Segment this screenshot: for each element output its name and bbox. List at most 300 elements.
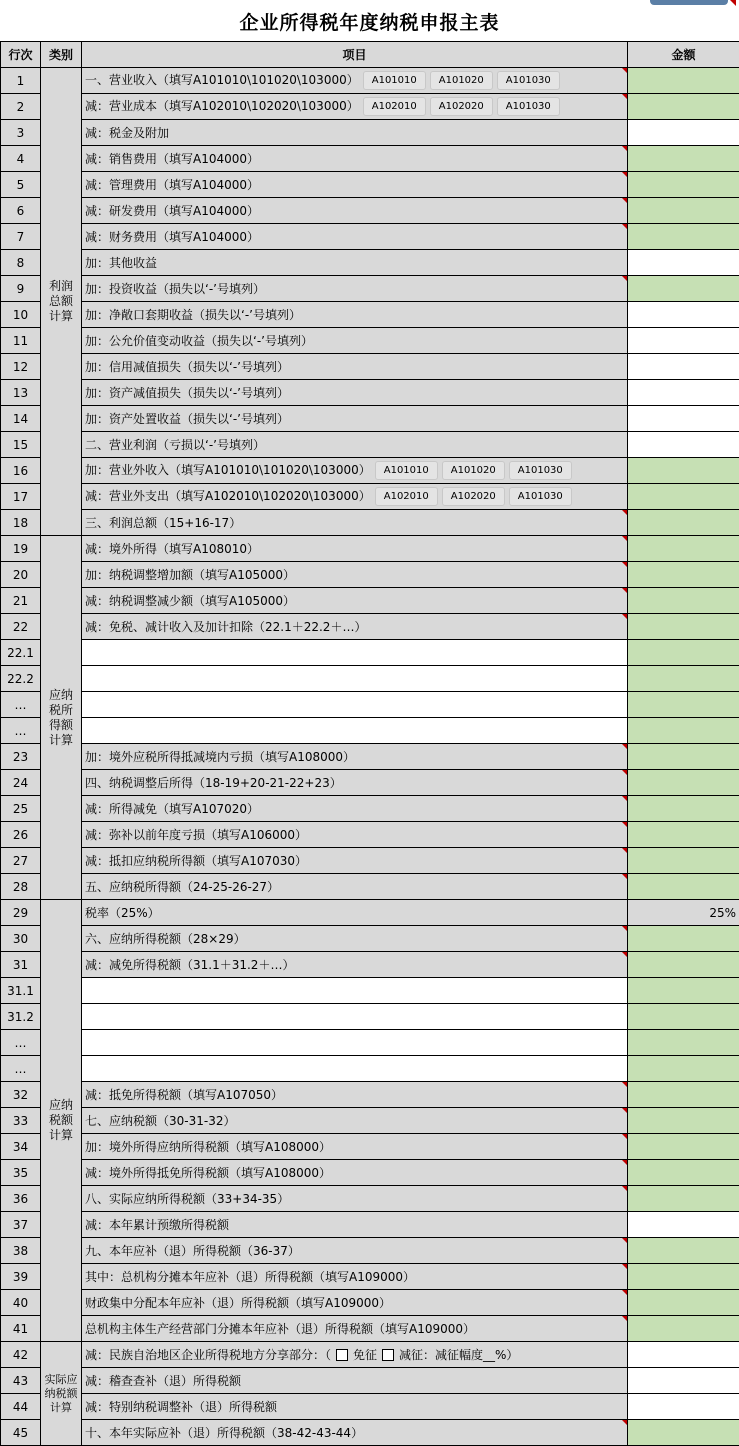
item-cell <box>82 328 628 354</box>
item-label: 减：纳税调整减少额（填写A105000） <box>85 594 295 608</box>
item-cell <box>82 510 628 536</box>
item-label: 减：稽查查补（退）所得税额 <box>85 1374 241 1388</box>
item-cell <box>82 770 628 796</box>
item-cell <box>82 1290 628 1316</box>
item-cell <box>82 1212 628 1238</box>
table-row <box>1 1394 739 1420</box>
comment-marker <box>622 224 627 229</box>
ref-button[interactable]: A101010 <box>375 461 438 480</box>
item-input[interactable] <box>82 718 628 744</box>
comment-marker <box>622 848 627 853</box>
row-number: … <box>1 692 41 718</box>
table-row <box>1 198 739 224</box>
item-cell <box>82 68 628 94</box>
comment-marker <box>622 536 627 541</box>
item-cell <box>82 1420 628 1446</box>
amount-cell[interactable] <box>628 614 739 640</box>
comment-marker <box>622 1108 627 1113</box>
row-number: 2 <box>1 94 41 120</box>
row-number: 29 <box>1 900 41 926</box>
row-number: 8 <box>1 250 41 276</box>
item-label: 减：民族自治地区企业所得税地方分享部分：（ <box>85 1348 331 1362</box>
item-input[interactable] <box>82 1004 628 1030</box>
ref-button[interactable]: A102010 <box>363 97 426 116</box>
amount-cell[interactable] <box>628 978 739 1004</box>
item-cell <box>82 1108 628 1134</box>
row-number: 34 <box>1 1134 41 1160</box>
row-number: 31 <box>1 952 41 978</box>
table-row <box>1 1082 739 1108</box>
table-row <box>1 640 739 666</box>
row-number: 44 <box>1 1394 41 1420</box>
item-cell <box>82 588 628 614</box>
table-row <box>1 1056 739 1082</box>
item-label: 加：纳税调整增加额（填写A105000） <box>85 568 295 582</box>
table-row <box>1 1342 739 1368</box>
item-label: 四、纳税调整后所得（18-19+20-21-22+23） <box>85 776 342 790</box>
item-label: 减：免税、减计收入及加计扣除（22.1＋22.2＋…） <box>85 620 366 634</box>
ref-button[interactable]: A101020 <box>442 461 505 480</box>
ref-button[interactable]: A101030 <box>509 461 572 480</box>
ref-button[interactable]: A102010 <box>375 487 438 506</box>
item-cell <box>82 1368 628 1394</box>
comment-marker <box>622 276 627 281</box>
row-number: 23 <box>1 744 41 770</box>
amount-cell[interactable] <box>628 1004 739 1030</box>
item-label: 二、营业利润（亏损以‘-’号填列） <box>85 438 265 452</box>
row-number: 31.2 <box>1 1004 41 1030</box>
amount-input[interactable] <box>628 250 739 276</box>
item-cell <box>82 874 628 900</box>
item-label: 减：弥补以前年度亏损（填写A106000） <box>85 828 307 842</box>
item-label: 减：本年累计预缴所得税额 <box>85 1218 229 1232</box>
amount-cell[interactable] <box>628 172 739 198</box>
table-row <box>1 692 739 718</box>
item-cell <box>82 1394 628 1420</box>
row-number: 30 <box>1 926 41 952</box>
table-row <box>1 1134 739 1160</box>
table-row <box>1 744 739 770</box>
item-label: 五、应纳税所得额（24-25-26-27） <box>85 880 279 894</box>
row-number: 35 <box>1 1160 41 1186</box>
row-number: 42 <box>1 1342 41 1368</box>
table-row <box>1 406 739 432</box>
item-label: 加：境外所得应纳所得税额（填写A108000） <box>85 1140 331 1154</box>
amount-cell[interactable] <box>628 1056 739 1082</box>
row-number: 24 <box>1 770 41 796</box>
amount-input[interactable] <box>628 432 739 458</box>
table-row <box>1 1368 739 1394</box>
item-cell <box>82 952 628 978</box>
row-number: 27 <box>1 848 41 874</box>
category-profit: 利润总额计算 <box>41 68 82 536</box>
row-number: 7 <box>1 224 41 250</box>
item-cell <box>82 484 628 510</box>
item-label: 减：销售费用（填写A104000） <box>85 152 259 166</box>
amount-input[interactable] <box>628 1368 739 1394</box>
row-number: 41 <box>1 1316 41 1342</box>
table-row <box>1 510 739 536</box>
exempt-label: 免征 <box>353 1348 377 1362</box>
category-tax-payable: 应纳税额计算 <box>41 900 82 1342</box>
ref-button[interactable]: A102020 <box>430 97 493 116</box>
page-title: 企业所得税年度纳税申报主表 <box>0 8 739 35</box>
amount-input[interactable] <box>628 354 739 380</box>
item-label: 一、营业收入（填写A101010\101020\103000） <box>85 73 359 87</box>
item-label: 减：特别纳税调整补（退）所得税额 <box>85 1400 277 1414</box>
comment-marker <box>730 0 736 6</box>
amount-cell[interactable] <box>628 770 739 796</box>
amount-cell[interactable] <box>628 588 739 614</box>
amount-cell[interactable] <box>628 1238 739 1264</box>
amount-cell[interactable] <box>628 1420 739 1446</box>
item-input[interactable] <box>82 978 628 1004</box>
table-row <box>1 822 739 848</box>
comment-marker <box>622 770 627 775</box>
item-input[interactable] <box>82 640 628 666</box>
item-cell <box>82 614 628 640</box>
amount-cell[interactable] <box>628 926 739 952</box>
table-row <box>1 1264 739 1290</box>
item-label: 减：管理费用（填写A104000） <box>85 178 259 192</box>
amount-cell[interactable] <box>628 718 739 744</box>
table-row <box>1 1212 739 1238</box>
comment-marker <box>622 1186 627 1191</box>
amount-cell[interactable] <box>628 666 739 692</box>
item-input[interactable] <box>82 666 628 692</box>
row-number: 17 <box>1 484 41 510</box>
item-input[interactable] <box>82 1030 628 1056</box>
amount-cell[interactable] <box>628 146 739 172</box>
item-label: 财政集中分配本年应补（退）所得税额（填写A109000） <box>85 1296 391 1310</box>
row-number: 19 <box>1 536 41 562</box>
table-row <box>1 614 739 640</box>
amount-cell[interactable] <box>628 68 739 94</box>
comment-marker <box>622 796 627 801</box>
item-cell <box>82 1238 628 1264</box>
row-number: 1 <box>1 68 41 94</box>
item-label: 八、实际应纳所得税额（33+34-35） <box>85 1192 289 1206</box>
amount-input[interactable] <box>628 1342 739 1368</box>
item-cell <box>82 536 628 562</box>
row-number: 43 <box>1 1368 41 1394</box>
item-label: 加：公允价值变动收益（损失以‘-’号填列） <box>85 334 313 348</box>
table-row <box>1 874 739 900</box>
table-row <box>1 848 739 874</box>
amount-cell[interactable] <box>628 1030 739 1056</box>
comment-marker <box>622 588 627 593</box>
row-number: 38 <box>1 1238 41 1264</box>
item-cell <box>82 1264 628 1290</box>
row-number: … <box>1 718 41 744</box>
item-label: 减：研发费用（填写A104000） <box>85 204 259 218</box>
row-number: 40 <box>1 1290 41 1316</box>
ref-button[interactable]: A101030 <box>497 71 560 90</box>
table-row <box>1 1238 739 1264</box>
item-cell <box>82 432 628 458</box>
item-cell <box>82 1082 628 1108</box>
comment-marker <box>622 146 627 151</box>
row-number: 16 <box>1 458 41 484</box>
item-cell <box>82 1160 628 1186</box>
item-cell <box>82 224 628 250</box>
row-number: … <box>1 1056 41 1082</box>
amount-input[interactable] <box>628 406 739 432</box>
amount-cell[interactable] <box>628 1082 739 1108</box>
amount-input[interactable] <box>628 302 739 328</box>
table-row <box>1 978 739 1004</box>
item-cell <box>82 146 628 172</box>
item-cell <box>82 276 628 302</box>
table-row <box>1 380 739 406</box>
table-row <box>1 1030 739 1056</box>
item-cell <box>82 562 628 588</box>
item-label: 减：境外所得（填写A108010） <box>85 542 259 556</box>
item-input[interactable] <box>82 1056 628 1082</box>
row-number: 26 <box>1 822 41 848</box>
amount-cell[interactable] <box>628 224 739 250</box>
header-row-number: 行次 <box>1 42 41 68</box>
item-label: 三、利润总额（15+16-17） <box>85 516 241 530</box>
item-cell <box>82 1186 628 1212</box>
item-label: 七、应纳税额（30-31-32） <box>85 1114 235 1128</box>
item-cell <box>82 354 628 380</box>
comment-marker <box>622 562 627 567</box>
item-label: 加：其他收益 <box>85 256 157 270</box>
item-label: 加：资产处置收益（损失以‘-’号填列） <box>85 412 289 426</box>
table-row <box>1 588 739 614</box>
table-row <box>1 1316 739 1342</box>
row-number: 3 <box>1 120 41 146</box>
tax-return-table <box>0 41 739 1446</box>
item-label: 减：财务费用（填写A104000） <box>85 230 259 244</box>
table-row <box>1 172 739 198</box>
table-row <box>1 484 739 510</box>
row-number: 22 <box>1 614 41 640</box>
item-cell <box>82 848 628 874</box>
row-number: 28 <box>1 874 41 900</box>
header-item: 项目 <box>82 42 628 68</box>
comment-marker <box>622 1082 627 1087</box>
item-cell <box>82 1134 628 1160</box>
amount-cell[interactable] <box>628 952 739 978</box>
amount-input[interactable] <box>628 1394 739 1420</box>
item-label: 减：抵免所得税额（填写A107050） <box>85 1088 283 1102</box>
table-row <box>1 952 739 978</box>
comment-marker <box>622 1160 627 1165</box>
amount-input[interactable] <box>628 328 739 354</box>
comment-marker <box>622 744 627 749</box>
item-label: 总机构主体生产经营部门分摊本年应补（退）所得税额（填写A109000） <box>85 1322 475 1336</box>
amount-cell[interactable] <box>628 1160 739 1186</box>
item-label: 减：境外所得抵免所得税额（填写A108000） <box>85 1166 331 1180</box>
row-number: 22.2 <box>1 666 41 692</box>
category-taxable-income: 应纳税所得额计算 <box>41 536 82 900</box>
row-number: 10 <box>1 302 41 328</box>
item-label: 减：所得减免（填写A107020） <box>85 802 259 816</box>
item-label: 加：境外应税所得抵减境内亏损（填写A108000） <box>85 750 355 764</box>
item-cell <box>82 406 628 432</box>
exempt-checkbox[interactable] <box>336 1349 348 1361</box>
row-number: 33 <box>1 1108 41 1134</box>
row-number: 32 <box>1 1082 41 1108</box>
amount-cell[interactable] <box>628 640 739 666</box>
table-row <box>1 250 739 276</box>
item-cell <box>82 94 628 120</box>
top-toolbar-button[interactable] <box>650 0 728 5</box>
amount-cell[interactable] <box>628 276 739 302</box>
amount-cell[interactable] <box>628 484 739 510</box>
row-number: 39 <box>1 1264 41 1290</box>
comment-marker <box>622 1316 627 1321</box>
table-row <box>1 1290 739 1316</box>
item-cell <box>82 926 628 952</box>
item-label: 加：投资收益（损失以‘-’号填列） <box>85 282 265 296</box>
item-label: 加：信用减值损失（损失以‘-’号填列） <box>85 360 289 374</box>
table-row <box>1 562 739 588</box>
tax-rate-value: 25% <box>628 900 739 926</box>
table-row <box>1 120 739 146</box>
amount-cell[interactable] <box>628 94 739 120</box>
table-row <box>1 1160 739 1186</box>
item-label: 十、本年实际应补（退）所得税额（38-42-43-44） <box>85 1426 363 1440</box>
table-row <box>1 1186 739 1212</box>
table-row <box>1 796 739 822</box>
table-row <box>1 666 739 692</box>
item-cell <box>82 822 628 848</box>
amount-cell[interactable] <box>628 458 739 484</box>
row-number: 31.1 <box>1 978 41 1004</box>
table-row <box>1 900 739 926</box>
row-number: … <box>1 1030 41 1056</box>
row-number: 37 <box>1 1212 41 1238</box>
item-cell <box>82 172 628 198</box>
table-row <box>1 1108 739 1134</box>
amount-cell[interactable] <box>628 1134 739 1160</box>
item-cell <box>82 900 628 926</box>
comment-marker <box>622 510 627 515</box>
table-row <box>1 458 739 484</box>
amount-cell[interactable] <box>628 744 739 770</box>
item-cell <box>82 1316 628 1342</box>
item-label: 其中：总机构分摊本年应补（退）所得税额（填写A109000） <box>85 1270 415 1284</box>
comment-marker <box>622 172 627 177</box>
table-row <box>1 302 739 328</box>
table-row <box>1 224 739 250</box>
amount-cell[interactable] <box>628 1186 739 1212</box>
table-row <box>1 432 739 458</box>
item-label: 减：营业外支出（填写A102010\102020\103000） <box>85 489 371 503</box>
amount-cell[interactable] <box>628 822 739 848</box>
comment-marker <box>622 1290 627 1295</box>
amount-cell[interactable] <box>628 536 739 562</box>
amount-input[interactable] <box>628 120 739 146</box>
row-number: 18 <box>1 510 41 536</box>
item-label: 加：净敞口套期收益（损失以‘-’号填列） <box>85 308 301 322</box>
item-cell <box>82 1342 628 1368</box>
row-number: 4 <box>1 146 41 172</box>
item-cell <box>82 250 628 276</box>
ref-button[interactable]: A101020 <box>430 71 493 90</box>
row-number: 11 <box>1 328 41 354</box>
item-label: 减：营业成本（填写A102010\102020\103000） <box>85 99 359 113</box>
reduce-label: 减征：减征幅度__%） <box>399 1348 518 1362</box>
row-number: 12 <box>1 354 41 380</box>
item-label: 加：营业外收入（填写A101010\101020\103000） <box>85 463 371 477</box>
comment-marker <box>622 198 627 203</box>
row-number: 21 <box>1 588 41 614</box>
table-row <box>1 328 739 354</box>
comment-marker <box>622 952 627 957</box>
row-number: 36 <box>1 1186 41 1212</box>
amount-cell[interactable] <box>628 562 739 588</box>
item-label: 加：资产减值损失（损失以‘-’号填列） <box>85 386 289 400</box>
item-label: 减：税金及附加 <box>85 126 169 140</box>
table-row <box>1 536 739 562</box>
amount-cell[interactable] <box>628 848 739 874</box>
table-row <box>1 276 739 302</box>
row-number: 5 <box>1 172 41 198</box>
row-number: 13 <box>1 380 41 406</box>
ref-button[interactable]: A102020 <box>442 487 505 506</box>
item-cell <box>82 796 628 822</box>
item-label: 九、本年应补（退）所得税额（36-37） <box>85 1244 300 1258</box>
amount-cell[interactable] <box>628 1316 739 1342</box>
item-cell <box>82 120 628 146</box>
amount-cell[interactable] <box>628 796 739 822</box>
reduce-checkbox[interactable] <box>382 1349 394 1361</box>
amount-cell[interactable] <box>628 510 739 536</box>
amount-cell[interactable] <box>628 1290 739 1316</box>
table-row <box>1 354 739 380</box>
header-category: 类别 <box>41 42 82 68</box>
row-number: 9 <box>1 276 41 302</box>
amount-input[interactable] <box>628 380 739 406</box>
ref-button[interactable]: A101010 <box>363 71 426 90</box>
ref-button[interactable]: A101030 <box>497 97 560 116</box>
amount-cell[interactable] <box>628 874 739 900</box>
amount-cell[interactable] <box>628 198 739 224</box>
amount-input[interactable] <box>628 1212 739 1238</box>
ref-button[interactable]: A101030 <box>509 487 572 506</box>
amount-cell[interactable] <box>628 692 739 718</box>
table-row <box>1 1420 739 1446</box>
item-cell <box>82 198 628 224</box>
row-number: 6 <box>1 198 41 224</box>
table-row <box>1 94 739 120</box>
comment-marker <box>622 68 627 73</box>
item-cell <box>82 744 628 770</box>
amount-cell[interactable] <box>628 1264 739 1290</box>
item-label: 六、应纳所得税额（28×29） <box>85 932 246 946</box>
row-number: 25 <box>1 796 41 822</box>
table-row <box>1 770 739 796</box>
table-row <box>1 146 739 172</box>
comment-marker <box>622 874 627 879</box>
table-row <box>1 68 739 94</box>
comment-marker <box>622 926 627 931</box>
table-row <box>1 718 739 744</box>
table-row <box>1 1004 739 1030</box>
item-input[interactable] <box>82 692 628 718</box>
amount-cell[interactable] <box>628 1108 739 1134</box>
header-row <box>1 42 739 68</box>
row-number: 15 <box>1 432 41 458</box>
item-cell <box>82 458 628 484</box>
category-actual-tax: 实际应纳税额计算 <box>41 1342 82 1446</box>
item-cell <box>82 380 628 406</box>
row-number: 14 <box>1 406 41 432</box>
